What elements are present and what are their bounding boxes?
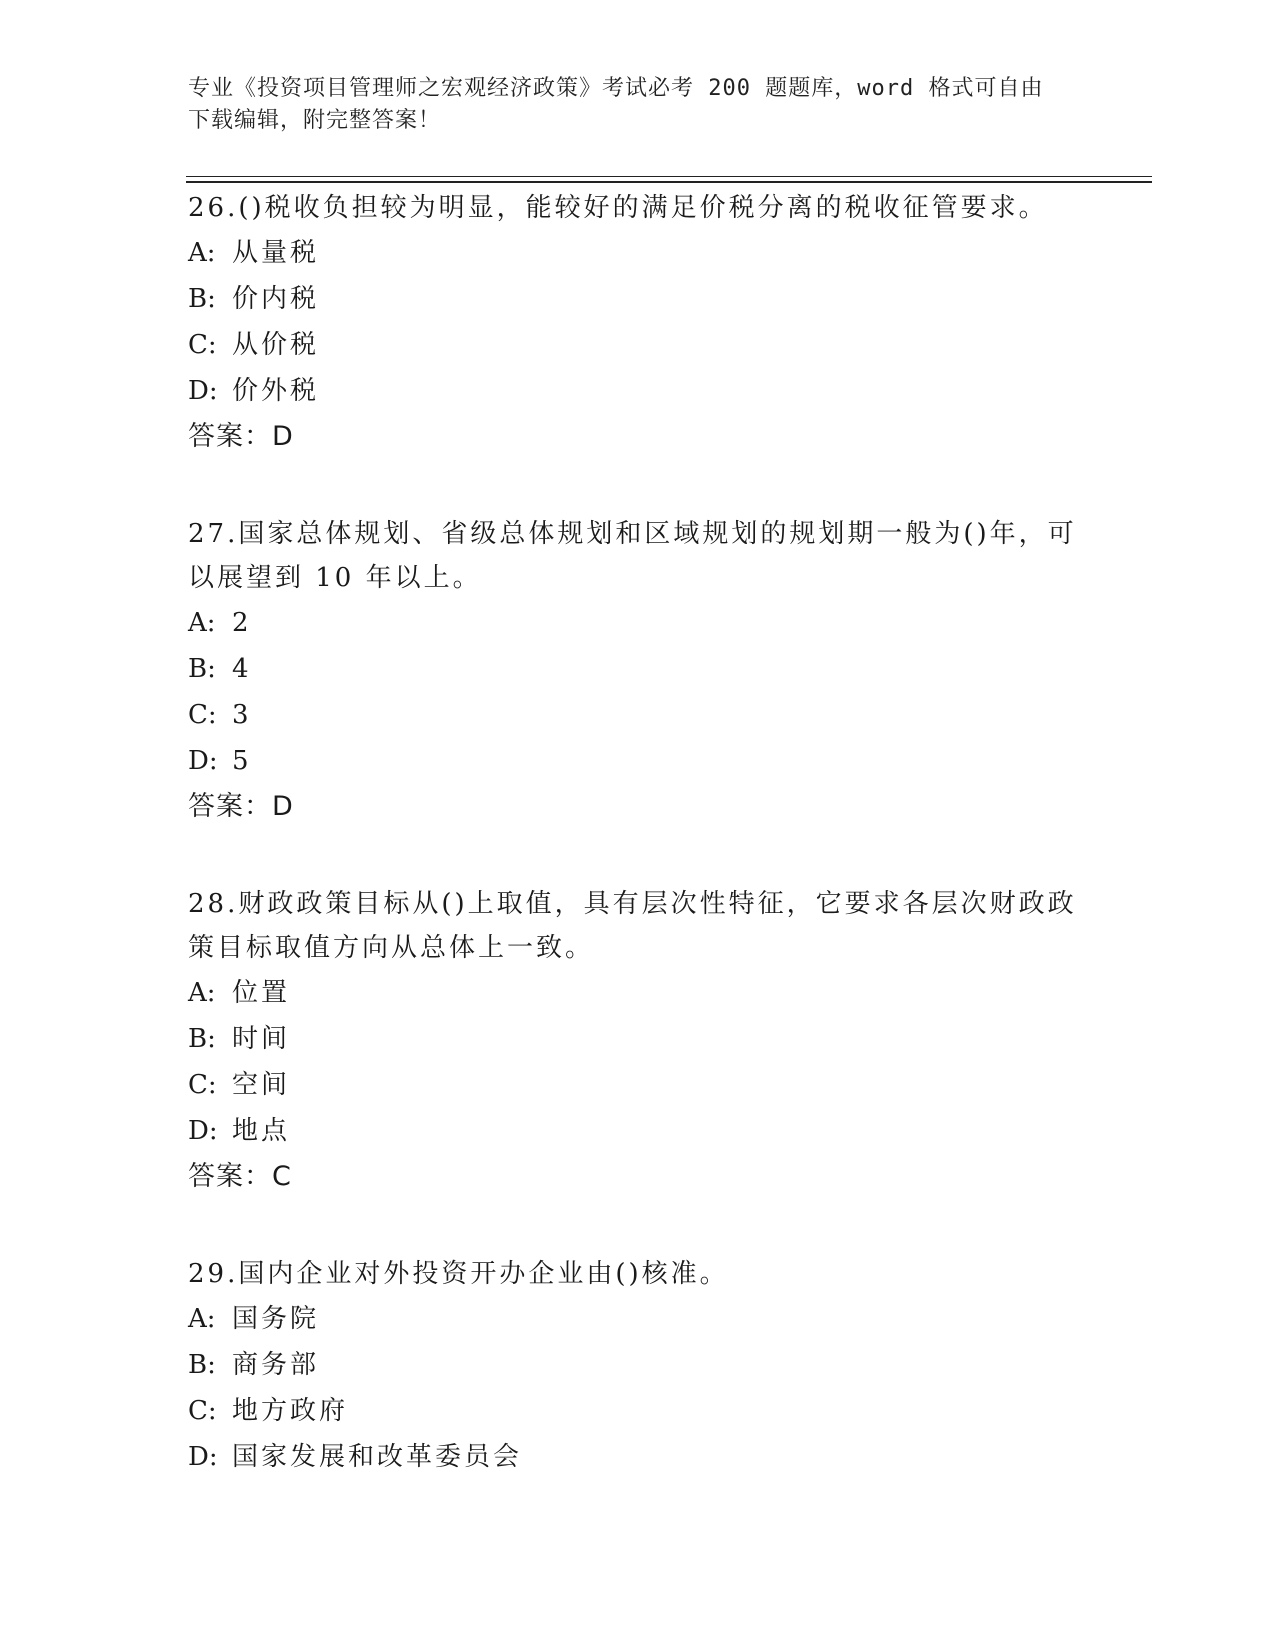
answer-line: 答案：D bbox=[188, 791, 294, 822]
option-text: 地方政府 bbox=[232, 1396, 349, 1426]
option-c bbox=[188, 1062, 1088, 1108]
question-block-29 bbox=[188, 1252, 1088, 1480]
option-letter: B: bbox=[188, 654, 216, 684]
question-block-26 bbox=[188, 186, 1088, 460]
header-divider-thin bbox=[186, 176, 1152, 177]
option-text: 位置 bbox=[232, 978, 291, 1008]
option-c bbox=[188, 1388, 1088, 1434]
question-stem-continued: 以展望到 10 年以上。 bbox=[188, 563, 482, 593]
option-letter: C: bbox=[188, 330, 217, 360]
option-letter: C: bbox=[188, 1070, 217, 1100]
document-header bbox=[188, 73, 1068, 137]
header-intro-line-2: 下载编辑，附完整答案！ bbox=[188, 108, 442, 133]
option-c bbox=[188, 692, 1088, 738]
option-letter: A: bbox=[188, 608, 216, 638]
option-a bbox=[188, 600, 1088, 646]
option-text: 4 bbox=[232, 654, 252, 684]
option-text: 商务部 bbox=[232, 1350, 320, 1380]
answer-line: 答案：C bbox=[188, 1161, 292, 1192]
option-a bbox=[188, 230, 1088, 276]
option-letter: B: bbox=[188, 1350, 216, 1380]
option-text: 价外税 bbox=[232, 376, 320, 406]
option-letter: A: bbox=[188, 238, 216, 268]
option-letter: D: bbox=[188, 746, 218, 776]
question-stem: 27.国家总体规划、省级总体规划和区域规划的规划期一般为()年，可 bbox=[188, 519, 1077, 549]
option-text: 时间 bbox=[232, 1024, 291, 1054]
question-stem: 26.()税收负担较为明显，能较好的满足价税分离的税收征管要求。 bbox=[188, 193, 1048, 223]
option-d bbox=[188, 368, 1088, 414]
option-letter: B: bbox=[188, 1024, 216, 1054]
answer-line: 答案：D bbox=[188, 421, 294, 452]
option-letter: D: bbox=[188, 1442, 218, 1472]
option-b bbox=[188, 276, 1088, 322]
option-c bbox=[188, 322, 1088, 368]
option-letter: A: bbox=[188, 978, 216, 1008]
option-letter: D: bbox=[188, 376, 218, 406]
option-text: 地点 bbox=[232, 1116, 291, 1146]
question-stem: 29.国内企业对外投资开办企业由()核准。 bbox=[188, 1259, 729, 1289]
option-d bbox=[188, 738, 1088, 784]
option-letter: D: bbox=[188, 1116, 218, 1146]
option-letter: A: bbox=[188, 1304, 216, 1334]
option-text: 价内税 bbox=[232, 284, 320, 314]
option-letter: B: bbox=[188, 284, 216, 314]
option-a bbox=[188, 1296, 1088, 1342]
question-block-27 bbox=[188, 512, 1088, 830]
option-text: 3 bbox=[232, 700, 252, 730]
option-b bbox=[188, 1016, 1088, 1062]
option-b bbox=[188, 1342, 1088, 1388]
option-letter: C: bbox=[188, 1396, 217, 1426]
option-text: 国家发展和改革委员会 bbox=[232, 1442, 523, 1472]
option-text: 5 bbox=[232, 746, 252, 776]
option-text: 从价税 bbox=[232, 330, 320, 360]
header-divider-thick bbox=[186, 181, 1152, 183]
question-list bbox=[188, 186, 1088, 1532]
option-d bbox=[188, 1108, 1088, 1154]
option-letter: C: bbox=[188, 700, 217, 730]
option-d bbox=[188, 1434, 1088, 1480]
question-stem: 28.财政政策目标从()上取值，具有层次性特征，它要求各层次财政政 bbox=[188, 889, 1077, 919]
header-intro-line-1: 专业《投资项目管理师之宏观经济政策》考试必考 200 题题库，word 格式可自由 bbox=[188, 76, 1044, 101]
option-text: 空间 bbox=[232, 1070, 291, 1100]
option-text: 从量税 bbox=[232, 238, 320, 268]
option-b bbox=[188, 646, 1088, 692]
question-stem-continued: 策目标取值方向从总体上一致。 bbox=[188, 933, 595, 963]
option-text: 2 bbox=[232, 608, 252, 638]
question-block-28 bbox=[188, 882, 1088, 1200]
option-a bbox=[188, 970, 1088, 1016]
option-text: 国务院 bbox=[232, 1304, 320, 1334]
